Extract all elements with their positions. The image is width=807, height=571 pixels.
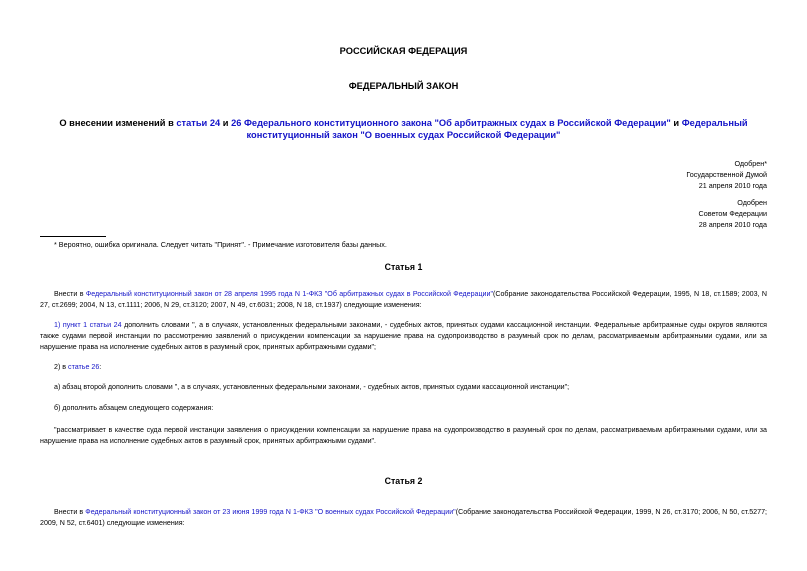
title-and2-text: и xyxy=(670,118,682,128)
duma-approval-date: 21 апреля 2010 года xyxy=(698,181,767,190)
law-title xyxy=(40,117,767,141)
title-intro-text: О внесении изменений в xyxy=(59,118,177,128)
footnote-text: * Вероятно, ошибка оригинала. Следует читать "Принят". - Примечание изготовителя базы данных. xyxy=(54,240,387,249)
article1-item1-text: дополнить словами ", а в случаях, установленных федеральными законами, - судебных актов, принятых судами кассационной инстанции. Федеральные арбитражные суды округов являются также судами первой инстанции по рассмотрению заявлений о присуждении компенсации за нарушение права на судопроизводство в разумный срок по делам, рассматриваемым арбитражными судами, или за нарушение права на исполнение судебных актов в разумный срок, принятых арбитражными судами"; xyxy=(40,321,767,352)
duma-approval xyxy=(686,158,767,191)
council-approval-line: Одобрен xyxy=(737,198,767,207)
duma-approval-line: Государственной Думой xyxy=(686,170,767,179)
article1-item2-prefix: 2) в xyxy=(54,363,69,371)
title-and-text: и xyxy=(220,118,232,128)
title-link-article24[interactable]: статьи 24 xyxy=(176,118,221,128)
article2-p1-prefix: Внести в xyxy=(54,508,86,516)
article1-item2-paragraph xyxy=(40,362,767,373)
article2-heading: Статья 2 xyxy=(384,476,423,486)
country-heading: РОССИЙСКАЯ ФЕДЕРАЦИЯ xyxy=(339,46,468,56)
law-type-heading: ФЕДЕРАЛЬНЫЙ ЗАКОН xyxy=(348,81,459,91)
article1-heading: Статья 1 xyxy=(384,262,423,272)
council-approval-date: 28 апреля 2010 года xyxy=(698,220,767,229)
council-approval xyxy=(699,197,767,230)
title-link-military-law-part2[interactable]: конституционный закон "О военных судах Российской Федерации" xyxy=(246,130,561,140)
article2-paragraph xyxy=(40,507,767,529)
article1-item1-link[interactable]: 1) пункт 1 статьи 24 xyxy=(54,321,122,329)
duma-approval-line: Одобрен* xyxy=(734,159,767,168)
article1-paragraph xyxy=(40,289,767,311)
article1-arbitration-law-link[interactable]: Федеральный конституционный закон от 28 апреля 1995 года N 1-ФКЗ "Об арбитражных судах в Российской Федерации" xyxy=(85,290,493,298)
article1-item2-rest: : xyxy=(99,363,102,371)
article1-subitem-a: а) абзац второй дополнить словами ", а в случаях, установленных федеральными законами, - судебных актов, принятых судами кассационной инстанции"; xyxy=(54,383,570,391)
article1-subitem-b: б) дополнить абзацем следующего содержания: xyxy=(54,404,214,412)
article2-military-law-link[interactable]: Федеральный конституционный закон от 23 июня 1999 года N 1-ФКЗ "О военных судах Российской Федерации" xyxy=(85,508,456,516)
footnote-divider xyxy=(40,236,106,237)
title-link-military-law-part1[interactable]: Федеральный xyxy=(681,118,748,128)
article1-p1-prefix: Внести в xyxy=(54,290,86,298)
council-approval-line: Советом Федерации xyxy=(698,209,767,218)
article2-p1-rest: (Собрание законодательства Российской Федерации, 1999, N 26, ст.3170; 2006, N 50, ст.5277; 2009, N 52, ст.6401) следующие изменения: xyxy=(40,508,767,528)
title-link-arbitration-law[interactable]: 26 Федерального конституционного закона "Об арбитражных судах в Российской Федерации" xyxy=(231,118,671,128)
article1-new-paragraph-quote: "рассматривает в качестве суда первой инстанции заявления о присуждении компенсации за нарушение права на судопроизводство в разумный срок по делам, рассматриваемым арбитражными судами, или за нарушение права на исполнение судебных актов в разумный срок, принятых арбитражными судами". xyxy=(40,426,767,446)
article1-p1-rest: (Собрание законодательства Российской Федерации, 1995, N 18, ст.1589; 2003, N 27, ст.2699; 2004, N 13, ст.1111; 2006, N 29, ст.3120; 2007, N 49, ст.6031; 2008, N 18, ст.1937) следующие изменения: xyxy=(40,290,767,310)
article1-article26-link[interactable]: статье 26 xyxy=(68,363,100,371)
article1-item1-paragraph xyxy=(40,320,767,354)
